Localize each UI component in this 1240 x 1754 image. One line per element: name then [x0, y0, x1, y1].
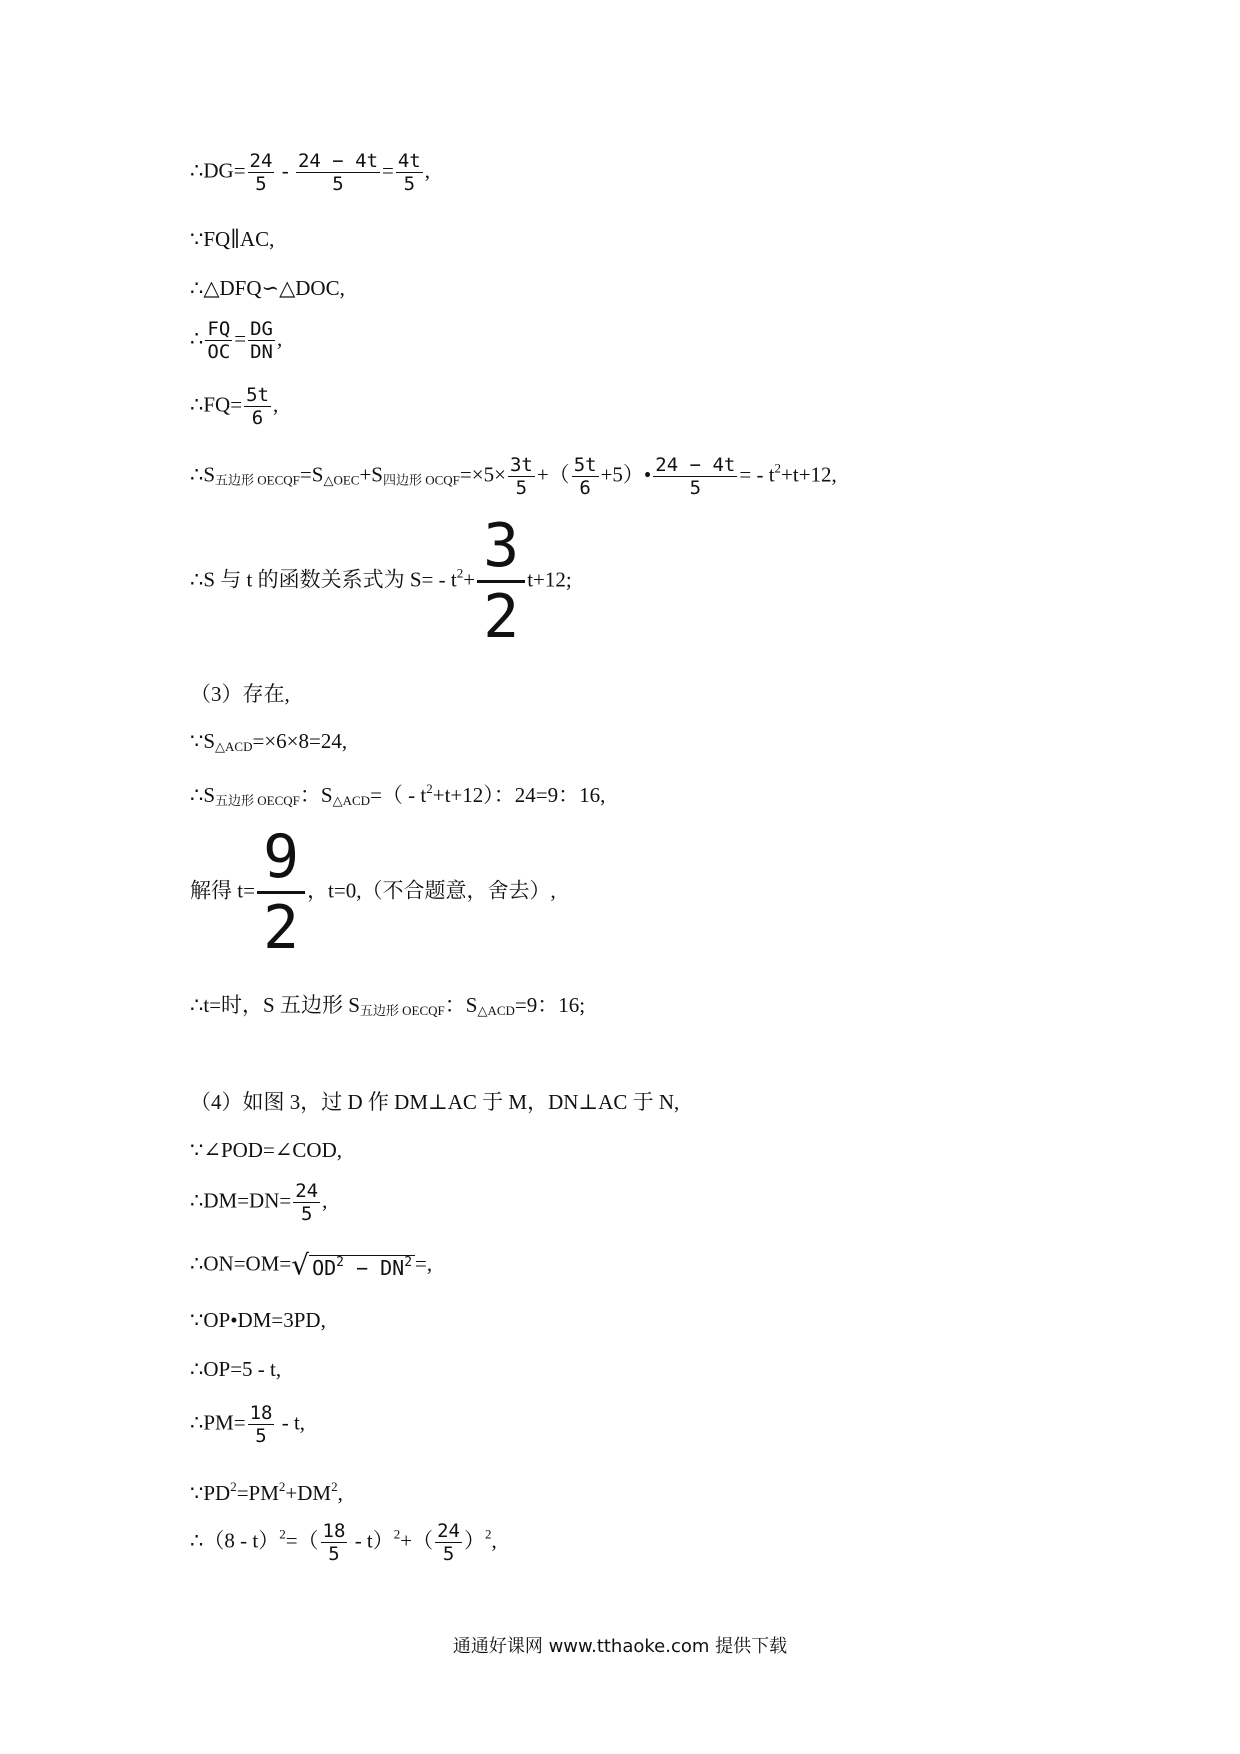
denominator: 2	[262, 893, 300, 963]
text: ∴PM=	[190, 1410, 246, 1435]
text: t+12;	[527, 567, 572, 592]
fraction	[653, 454, 737, 499]
text: ∴t=时，S 五边形 S	[190, 993, 360, 1017]
square-root	[291, 1250, 415, 1281]
numerator: 5t	[246, 384, 269, 406]
line-ratio-area	[190, 776, 605, 814]
denominator: OC	[207, 341, 231, 363]
line-equation	[190, 1520, 497, 1565]
denominator: 2	[483, 582, 520, 652]
text: +DM	[285, 1481, 332, 1505]
denominator: 5	[515, 477, 528, 499]
denominator: 5	[403, 173, 416, 195]
text: ∵FQ∥AC,	[190, 227, 275, 251]
text: ∵OP•DM=3PD,	[190, 1308, 326, 1332]
fraction	[248, 318, 275, 363]
text: =PM	[236, 1481, 279, 1505]
line-pythagoras	[190, 1474, 343, 1506]
text: ∴DM=DN=	[190, 1188, 292, 1213]
superscript: 2	[404, 1255, 413, 1270]
text: ∴	[190, 326, 204, 351]
large-fraction	[257, 823, 305, 962]
text: +5）•	[600, 462, 652, 487]
superscript: 2	[774, 460, 782, 476]
text: =	[234, 326, 247, 351]
fraction	[508, 454, 535, 499]
superscript: 2	[331, 1479, 338, 1494]
fraction	[296, 150, 380, 195]
text: ∴ON=OM=	[190, 1251, 292, 1276]
text: （4）如图 3，过 D 作 DM⊥AC 于 M，DN⊥AC 于 N,	[190, 1090, 680, 1114]
text: -	[276, 158, 294, 183]
line-acd-area	[190, 728, 347, 760]
subscript: △OEC	[323, 472, 360, 488]
footer-text: 通通好课网 www.tthaoke.com 提供下载	[452, 1636, 788, 1657]
fraction	[248, 150, 275, 195]
line-part3	[190, 681, 290, 707]
text: （3）存在,	[190, 682, 290, 706]
text: ,	[277, 326, 283, 351]
text: ∵S	[190, 729, 216, 753]
radical-sign: √	[291, 1248, 310, 1282]
text: +（	[400, 1528, 434, 1553]
text: =9：16;	[514, 993, 586, 1017]
text: 解得 t=	[190, 878, 255, 903]
line-function	[190, 512, 572, 651]
superscript: 2	[230, 1479, 237, 1494]
line-op	[190, 1356, 281, 1382]
denominator: 5	[332, 173, 344, 195]
text: =S	[299, 462, 324, 487]
text: +（	[536, 462, 570, 487]
text: ∴S	[190, 462, 216, 487]
denominator: 5	[255, 173, 267, 195]
numerator: 9	[257, 823, 305, 894]
text: =,	[415, 1251, 433, 1276]
superscript: 2	[278, 1479, 286, 1494]
line-on-om	[190, 1250, 432, 1281]
text: =×5×	[459, 462, 506, 487]
line-solve	[190, 823, 556, 962]
numerator: 5t	[573, 454, 597, 476]
text: +S	[359, 462, 383, 487]
denominator: 5	[689, 477, 702, 499]
numerator: 24 − 4t	[297, 150, 379, 172]
text: ,	[272, 392, 279, 417]
text: ∴（8 - t）	[190, 1528, 280, 1553]
fraction	[396, 150, 423, 195]
line-dm-dn	[190, 1180, 327, 1225]
fraction	[248, 1402, 275, 1447]
superscript: 2	[279, 1526, 286, 1542]
line-area-sum	[190, 454, 837, 499]
line-ratio	[190, 318, 282, 363]
fraction	[293, 1180, 320, 1225]
text: - t）	[349, 1528, 394, 1553]
denominator: 5	[300, 1203, 313, 1225]
line-conclusion3	[190, 992, 585, 1024]
line-fq-parallel	[190, 226, 274, 252]
subscript: 五边形 OECQF	[215, 793, 300, 808]
numerator: 3	[477, 512, 525, 583]
numerator: 4t	[397, 150, 421, 172]
numerator: 24	[437, 1520, 460, 1542]
radicand	[309, 1255, 415, 1280]
text: ：S	[444, 993, 478, 1017]
denominator: 5	[255, 1425, 267, 1447]
text: ,	[337, 1481, 343, 1505]
line-op-dm	[190, 1307, 326, 1333]
text: = - t	[739, 462, 775, 487]
text: - t,	[276, 1410, 306, 1435]
text: ,	[424, 158, 430, 183]
text: ∴△DFQ∽△DOC,	[190, 276, 345, 300]
denominator: 5	[442, 1543, 455, 1565]
page-footer	[0, 1632, 1240, 1658]
superscript: 2	[485, 1526, 492, 1542]
subscript: 五边形 OECQF	[215, 472, 300, 488]
denominator: DN	[250, 341, 273, 363]
text: =×6×8=24,	[252, 729, 348, 753]
superscript: 2	[456, 565, 464, 581]
large-fraction	[477, 512, 525, 651]
subscript: 五边形 OECQF	[359, 1003, 445, 1018]
text: ）	[464, 1528, 485, 1553]
numerator: FQ	[207, 318, 231, 340]
text: ∴OP=5 - t,	[190, 1357, 282, 1381]
subscript: 四边形 OCQF	[382, 472, 460, 488]
text: ，t=0,（不合题意，舍去）,	[307, 878, 556, 903]
numerator: 24	[295, 1180, 319, 1202]
text: =	[382, 158, 394, 183]
fraction	[321, 1520, 348, 1565]
denominator: 6	[251, 407, 264, 429]
text: − DN	[343, 1256, 405, 1280]
text: ,	[322, 1188, 328, 1213]
text: =（	[285, 1528, 319, 1553]
text: ∴S 与 t 的函数关系式为 S= - t	[190, 567, 457, 592]
subscript: △ACD	[332, 793, 371, 808]
superscript: 2	[393, 1526, 401, 1542]
numerator: DG	[250, 318, 273, 340]
fraction	[435, 1520, 462, 1565]
fraction	[572, 454, 599, 499]
text: ∴FQ=	[190, 392, 243, 417]
text: ∵∠POD=∠COD,	[190, 1138, 342, 1162]
line-similar	[190, 275, 345, 301]
numerator: 24	[249, 150, 273, 172]
superscript: 2	[426, 781, 433, 796]
numerator: 18	[322, 1520, 346, 1542]
text: ：S	[299, 783, 333, 807]
numerator: 24 − 4t	[655, 454, 736, 476]
text: ∴S	[190, 783, 216, 807]
line-fq	[190, 384, 278, 429]
subscript: △ACD	[215, 739, 253, 754]
text: ∴DG=	[190, 158, 246, 183]
text: +t+12）：24=9：16,	[432, 783, 606, 807]
text: ,	[491, 1528, 497, 1553]
line-part4	[190, 1089, 679, 1115]
text: =（ - t	[370, 783, 427, 807]
text: +	[463, 567, 476, 592]
subscript: △ACD	[477, 1003, 515, 1018]
numerator: 18	[249, 1402, 273, 1424]
superscript: 2	[336, 1255, 344, 1270]
fraction	[205, 318, 232, 363]
text: +t+12,	[781, 462, 837, 487]
denominator: 5	[328, 1543, 340, 1565]
denominator: 6	[579, 477, 591, 499]
text: OD	[312, 1256, 337, 1280]
text: ∵PD	[190, 1481, 231, 1505]
line-dg	[190, 150, 430, 195]
line-angle	[190, 1137, 342, 1163]
line-pm	[190, 1402, 305, 1447]
numerator: 3t	[509, 454, 533, 476]
fraction	[244, 384, 271, 429]
